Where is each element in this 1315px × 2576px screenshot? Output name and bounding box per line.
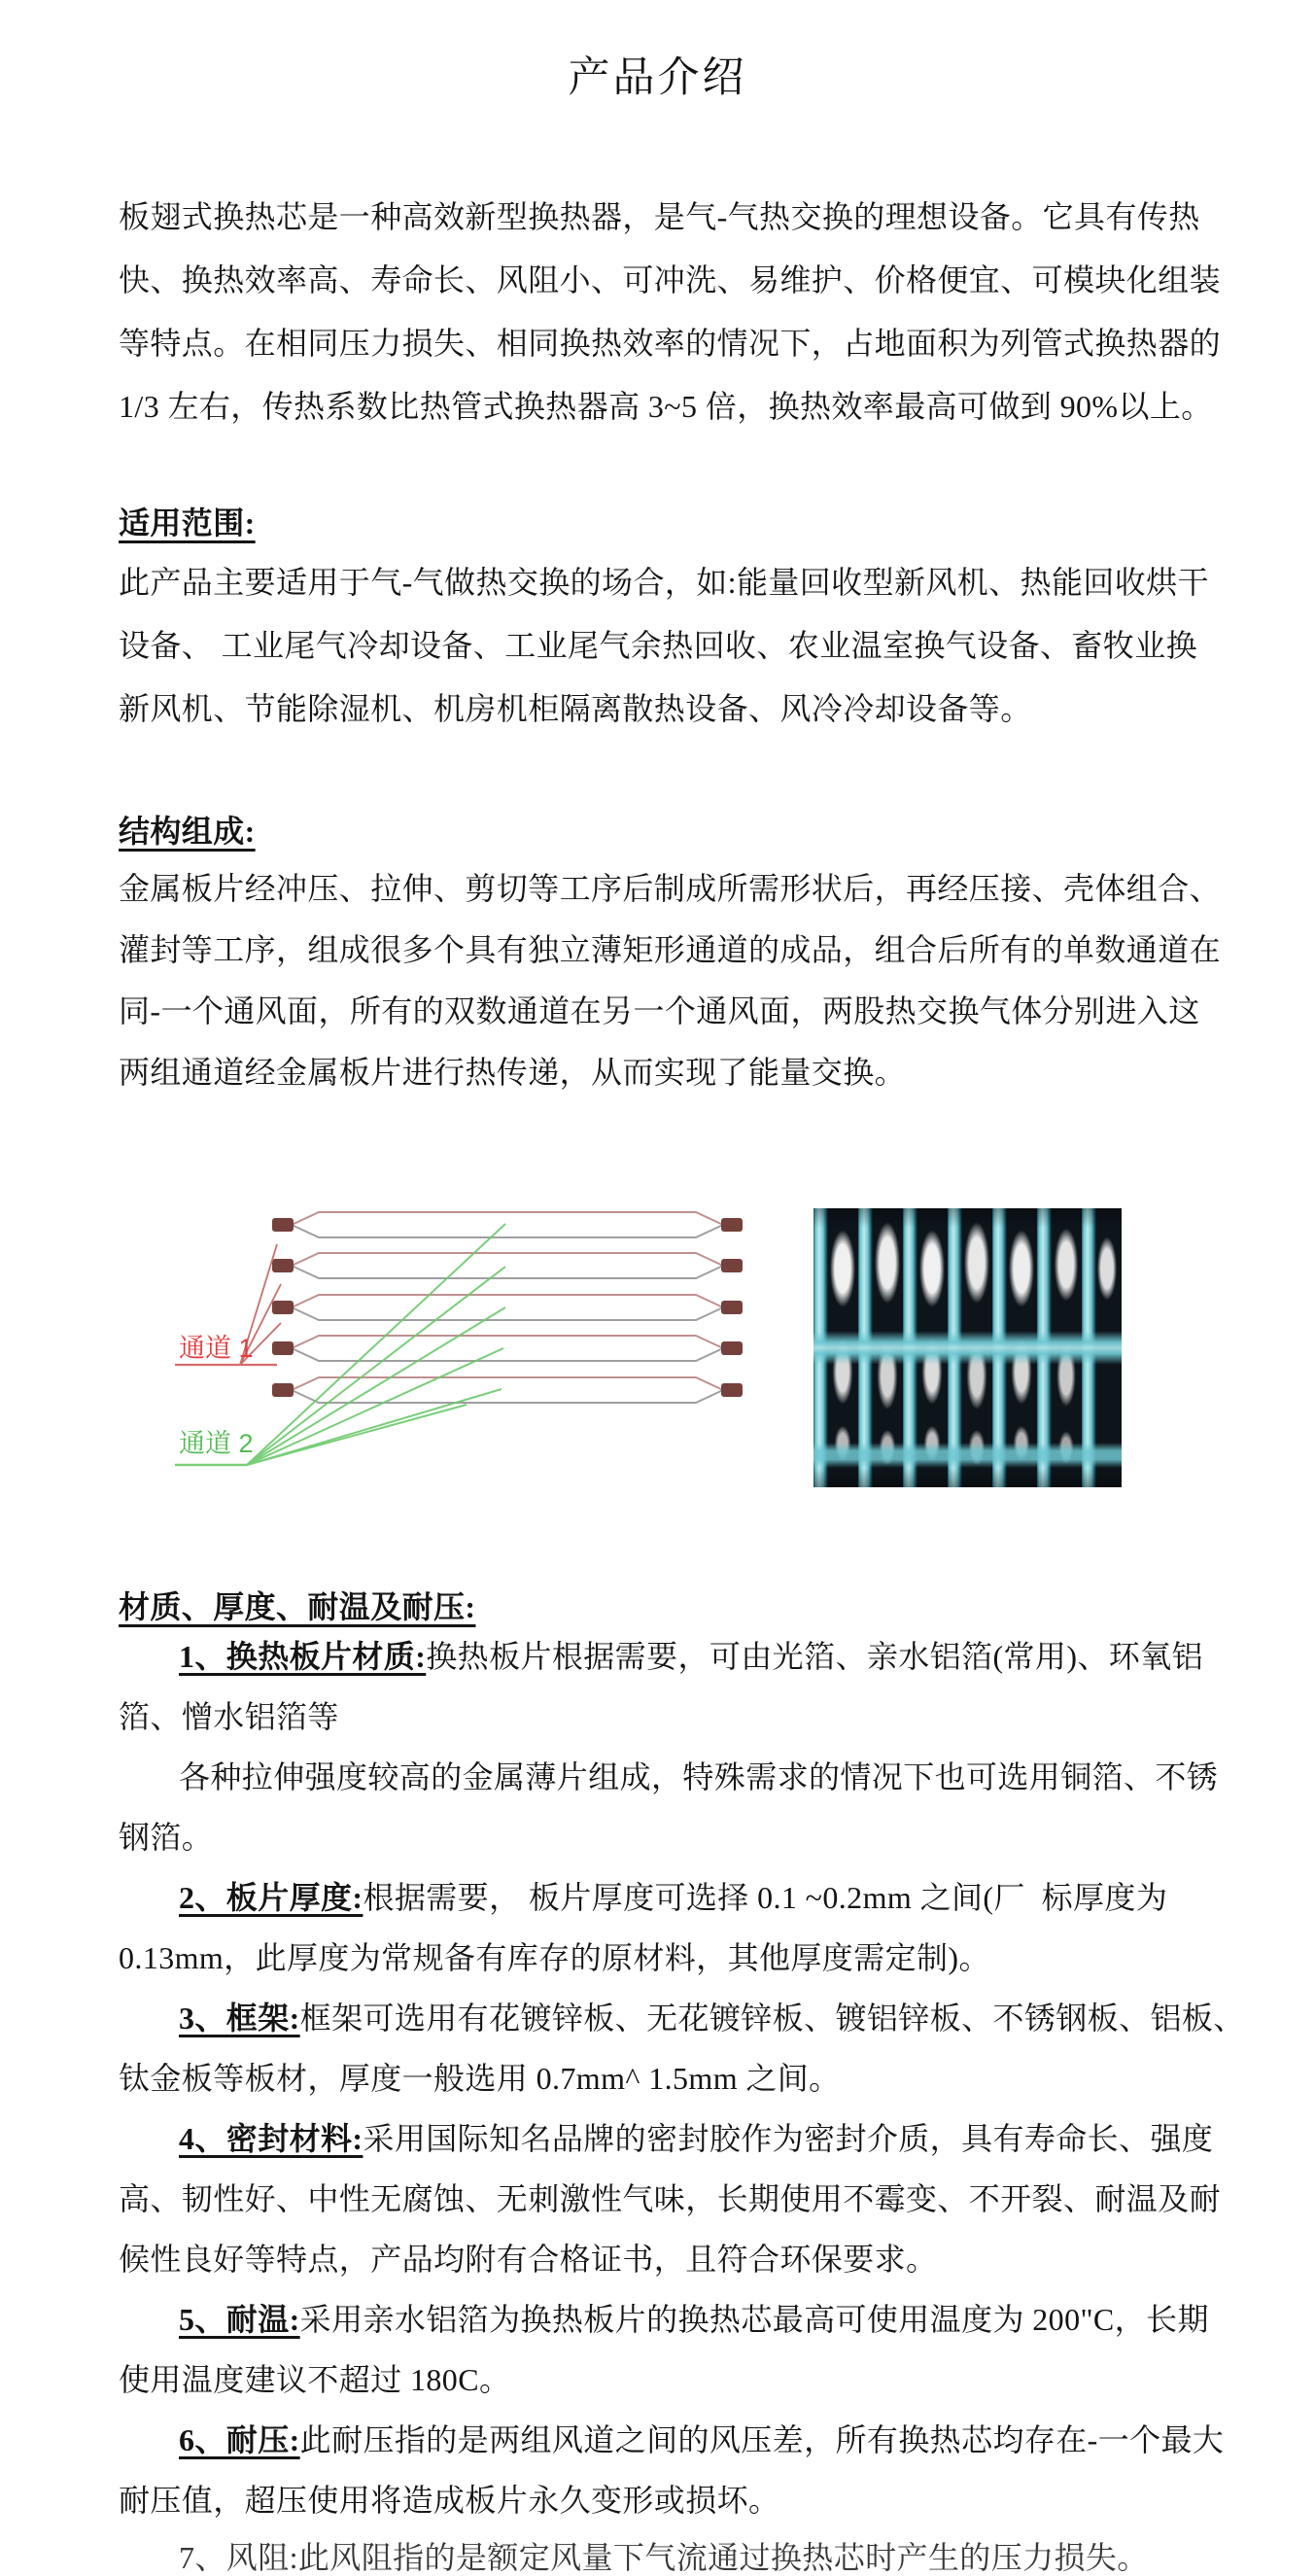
item3-line-2: 钛金板等板材，厚度一般选用 0.7mm^ 1.5mm 之间。 — [119, 2061, 841, 2096]
item2-label: 2、板片厚度: — [179, 1880, 363, 1915]
item2-text: 根据需要， 板片厚度可选择 0.1 ~0.2mm 之间(厂 标厚度为 — [363, 1880, 1168, 1915]
tube-cap — [272, 1259, 294, 1272]
item2-line-1 — [179, 1879, 1167, 1916]
structure-line-4: 两组通道经金属板片进行热传递，从而实现了能量交换。 — [119, 1055, 907, 1090]
clipped-next-line: 7、风阻:此风阻指的是额定风量下气流通过换热芯时产生的压力损失。 — [179, 2540, 1149, 2575]
item3-text: 框架可选用有花镀锌板、无花镀锌板、镀铝锌板、不锈钢板、铝板、 — [299, 2001, 1245, 2036]
channel-diagram-figure — [97, 1196, 778, 1507]
item2-line-2: 0.13mm，此厚度为常规备有库存的原材料，其他厚度需定制)。 — [119, 1940, 990, 1975]
intro-line-2: 快、换热效率高、寿命长、风阻小、可冲洗、易维护、价格便宜、可模块化组装 — [119, 262, 1222, 297]
tube-cap — [272, 1301, 294, 1314]
item4-line-3: 候性良好等特点，产品均附有合格证书，且符合环保要求。 — [119, 2242, 938, 2277]
scope-line-2: 设备、 工业尾气冷却设备、工业尾气余热回收、农业温室换气设备、畜牧业换 — [119, 628, 1198, 663]
structure-line-3: 同-一个通风面，所有的双数通道在另一个通风面，两股热交换气体分别进入这 — [119, 993, 1200, 1028]
tube-cap — [721, 1259, 743, 1272]
item6-text: 此耐压指的是两组风道之间的风压差，所有换热芯均存在-一个最大 — [299, 2422, 1225, 2457]
item6-line-2: 耐压值，超压使用将造成板片永久变形或损坏。 — [119, 2483, 780, 2518]
materials-heading: 材质、厚度、耐温及耐压: — [119, 1589, 476, 1624]
item1-label: 1、换热板片材质: — [179, 1639, 427, 1674]
tube-cap — [721, 1301, 743, 1314]
item1-line-4: 钢箔。 — [119, 1820, 214, 1855]
item1-line-2: 箔、憎水铝箔等 — [119, 1699, 339, 1734]
intro-line-4: 1/3 左右，传热系数比热管式换热器高 3~5 倍，换热效率最高可做到 90%以上。 — [119, 389, 1213, 424]
item1-line-1 — [179, 1638, 1203, 1675]
item1-text: 换热板片根据需要，可由光箔、亲水铝箔(常用)、环氧铝 — [426, 1639, 1203, 1674]
scope-line-1: 此产品主要适用于气-气做热交换的场合，如:能量回收型新风机、热能回收烘干 — [119, 565, 1209, 600]
item3-line-1 — [179, 2000, 1245, 2036]
intro-line-3: 等特点。在相同压力损失、相同换热效率的情况下，占地面积为列管式换热器的 — [119, 326, 1222, 361]
item5-text: 采用亲水铝箔为换热板片的换热芯最高可使用温度为 200"C，长期 — [299, 2302, 1209, 2337]
tube-cap — [272, 1383, 294, 1397]
scope-heading: 适用范围: — [119, 505, 256, 540]
item6-line-1 — [179, 2421, 1224, 2458]
tube-cap — [272, 1218, 294, 1232]
channel2-label: 通道 2 — [179, 1429, 254, 1458]
tube-cap — [721, 1218, 743, 1232]
channel1-label: 通道 1 — [179, 1334, 254, 1363]
item4-label: 4、密封材料: — [179, 2121, 363, 2156]
page-title: 产品介绍 — [568, 55, 747, 101]
item5-line-1 — [179, 2301, 1209, 2338]
item4-line-1 — [179, 2120, 1213, 2157]
item5-label: 5、耐温: — [179, 2302, 300, 2337]
item4-text: 采用国际知名品牌的密封胶作为密封介质，具有寿命长、强度 — [363, 2121, 1214, 2156]
tube-cap — [272, 1341, 294, 1355]
item1-line-3: 各种拉伸强度较高的金属薄片组成，特殊需求的情况下也可选用铜箔、不锈 — [179, 1759, 1219, 1794]
intro-line-1: 板翅式换热芯是一种高效新型换热器，是气-气热交换的理想设备。它具有传热 — [119, 199, 1200, 234]
scope-line-3: 新风机、节能除湿机、机房机柜隔离散热设备、风冷冷却设备等。 — [119, 691, 1032, 726]
tube-cap — [721, 1341, 743, 1355]
channel-tubes — [272, 1212, 743, 1403]
core-photo — [813, 1208, 1122, 1487]
item4-line-2: 高、韧性好、中性无腐蚀、无刺激性气味，长期使用不霉变、不开裂、耐温及耐 — [119, 2181, 1222, 2216]
item6-label: 6、耐压: — [179, 2422, 300, 2457]
item3-label: 3、框架: — [179, 2001, 300, 2036]
structure-line-1: 金属板片经冲压、拉伸、剪切等工序后制成所需形状后，再经压接、壳体组合、 — [119, 871, 1222, 906]
structure-line-2: 灌封等工序，组成很多个具有独立薄矩形通道的成品，组合后所有的单数通道在 — [119, 932, 1222, 967]
structure-heading: 结构组成: — [119, 814, 256, 849]
tube-cap — [721, 1383, 743, 1397]
item5-line-2: 使用温度建议不超过 180C。 — [119, 2362, 511, 2397]
